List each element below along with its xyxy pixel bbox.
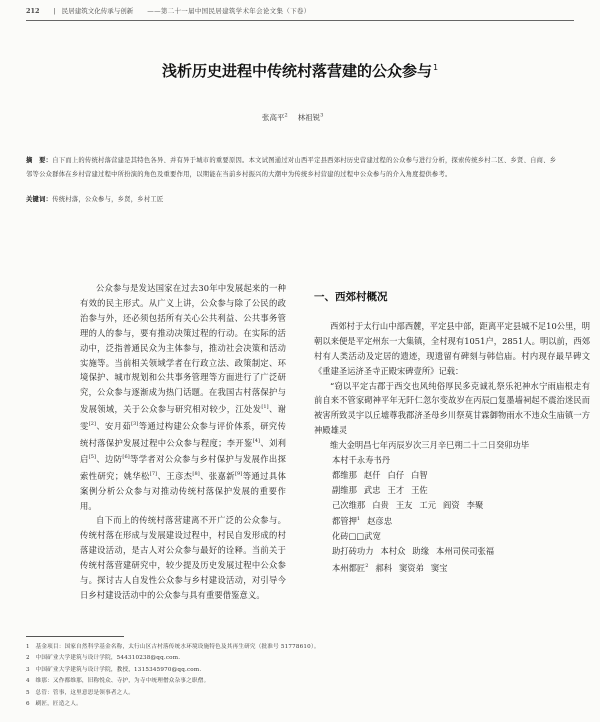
citation-mark: [4] (252, 437, 261, 444)
intro-text: 等通过具体案例分析公众参与对推动传统村落保护发展的重要作用。 (80, 470, 286, 511)
journal-name: 民居建筑文化传承与创新 (61, 7, 134, 15)
roster-footnote-mark: 2 (365, 563, 369, 570)
roster-entry: 本村众 (380, 546, 406, 557)
roster-row (314, 483, 590, 498)
inscription-text: “窃以平定古郡于西交也风纯俗厚民多克诚礼祭乐祀神水宁雨庙根走有前自来不管家砌神平年无阡仁忽尔变故岁在丙辰□复墨墙祠起不震治迷民而被害所致灵宇以丘墟尊我郡济圣母乡川祭莫甘霖御物雨水不违众生庙镇一方神殿雄灵 (314, 380, 590, 436)
citation-mark: [8] (192, 470, 200, 477)
section-heading: 一、西郊村概况 (314, 291, 388, 303)
roster-row (314, 559, 590, 576)
intro-text: 、边防 (96, 454, 123, 465)
intro-text: 公众参与是发达国家在过去30年中发展起来的一种有效的民主形式。从广义上讲，公众参与除了公民的政治参与外，还必须包括所有关心公共利益、公共事务管理的人的参与，要有推动决策过程的行动。在实际的活动中，泛指普通民众为主体参与，推动社会决策和活动实施等。当前相关领域学者在行政立法、政策制定、环境保护、城市规划和公共事务管理等方面进行了广泛研究，公众参与逐渐成为热门话题。在我国古村落保护与发展领域，关于公众参与研究相对较少，江处发 (80, 283, 286, 415)
article-title (0, 60, 600, 81)
roster-entry: 白贵 (372, 499, 389, 510)
header-separator: | (53, 7, 56, 15)
section-column (314, 290, 590, 576)
roster-entry: 王友 (395, 499, 413, 510)
page-number: 212 (26, 7, 40, 15)
roster-footnote-mark: 1 (356, 516, 361, 523)
roster-row (314, 529, 590, 544)
title-footnote-mark: 1 (432, 63, 439, 72)
author-name: 张高平 (262, 113, 285, 122)
roster-row (314, 468, 590, 483)
intro-paragraph (80, 513, 286, 602)
roster-entry: 赵仟 (363, 469, 381, 480)
footnote: 5 总管：管事，这里意思是领事者之人。 (26, 689, 135, 696)
footnote: 2 中国矿业大学建筑与设计学院，544310238@qq.com. (26, 655, 181, 662)
author-footnote-mark: 2 (284, 112, 288, 119)
keywords (26, 194, 558, 206)
abstract (26, 154, 558, 182)
abstract-text: 自下而上的传统村落营建是其特色各异、并有异于城市的重要原因。本文试图通过对山西平定县西郊村历史营建过程的公众参与进行分析，探索传统乡村二区、乡贤、自商、乡邻等公众群体在乡村营建过程中所扮演的角色及重要作用，以期能在当前乡村振兴的大潮中为传统乡村营建的过程中公众参与的介入角度提供参考。 (26, 157, 557, 178)
journal-source: ——第二十一届中国民居建筑学术年会论文集（下卷） (147, 7, 311, 15)
intro-text: 等学者对公众参与乡村保护与发展作出探索性研究；姚华松 (80, 454, 286, 481)
roster-entry: 王佐 (411, 484, 428, 495)
roster-entry: 副维那 (332, 484, 357, 495)
intro-column (80, 281, 286, 603)
keywords-text: 传统村落，公众参与，乡贤，乡村工匠 (52, 196, 164, 203)
roster-entry: 李聚 (466, 499, 484, 510)
roster-entry: 助打砖功力 (332, 546, 374, 557)
footnote: 3 中国矿业大学建筑与设计学院，教授，1315345970@qq.com. (26, 666, 202, 673)
roster-entry: 都维那 (332, 469, 357, 480)
roster-entry: 窦宝 (430, 562, 448, 573)
roster-entry: 化砖□□武宽 (332, 531, 381, 542)
roster-heading: 本村千永寿书丹 (332, 455, 391, 466)
roster-entry: 都管押$^1$ (332, 516, 361, 527)
abstract-label: 摘 要： (26, 157, 53, 164)
intro-text: 等通过构建公众参与评价体系，研究传统村落保护发展过程中公众参与程度；李开鉴 (80, 420, 286, 448)
intro-text: 、王彦杰 (157, 470, 193, 481)
article-title-text: 浅析历史进程中传统村落营建的公众参与 (161, 62, 432, 80)
roster-row (314, 513, 590, 530)
roster-row (314, 544, 590, 559)
roster-entry: 郝科 (375, 562, 392, 573)
roster-entry: 王才 (387, 484, 405, 495)
citation-mark: [6] (122, 454, 130, 461)
intro-paragraph (80, 281, 286, 513)
intro-text: 、张嘉新 (199, 470, 235, 481)
roster-entry: 己次维那 (332, 499, 366, 510)
roster-entry: 工元 (419, 499, 437, 510)
header-rule (26, 20, 574, 21)
inscription (314, 379, 590, 454)
footnote-rule (26, 636, 124, 637)
keywords-label: 关键词： (26, 196, 53, 203)
author-footnote-mark: 3 (320, 112, 324, 119)
roster-entry: 助缘 (412, 546, 430, 557)
roster-entry: 本州司侯司张福 (436, 546, 495, 557)
roster-entry: 白智 (411, 469, 428, 480)
footnote: 6 刷匠，匠造之人。 (26, 701, 82, 708)
roster-entry: 本州都匠$^2$ (332, 562, 369, 573)
citation-mark: [3] (131, 420, 139, 427)
running-header (26, 4, 574, 18)
roster-entry: 窦资弟 (399, 562, 424, 573)
roster-entry: 白仔 (387, 469, 405, 480)
roster-entry: 武忠 (363, 484, 381, 495)
roster-entry: 赵彦忠 (367, 516, 392, 527)
footnotes (26, 642, 574, 710)
footnote: 1 基金项目：国家自然科学基金名称，太行山区古村落传统水环境设施特色及其再生研究（批准号 51778610）。 (26, 644, 320, 650)
citation-mark: [7] (149, 470, 158, 477)
roster-entry: 阎资 (443, 499, 460, 510)
citation-mark: [9] (235, 470, 243, 477)
citation-mark: [2] (88, 420, 97, 427)
intro-text: 自下而上的传统村落营建离不开广泛的公众参与。传统村落在形成与发展建设过程中，村民自发形成的村落建设活动，是古人对公众参与最好的诠释。当前关于传统村落营建研究中，较少提及历史发展过程中公众参与。探讨古人自发性公众参与乡村建设活动，对引导今日乡村建设活动中的公众参与具有重要借鉴意义。 (80, 515, 286, 600)
citation-mark: [1] (261, 404, 269, 411)
roster-row (314, 498, 590, 513)
intro-text: 、谢雯 (80, 404, 287, 431)
section-paragraph: 西郊村于太行山中部西麓，平定县中部，距离平定县城不足10公里，明朝以来便是平定州东一大集镇，全村现有1051户，2851人。明以前，西郊村有人类活动及定居的遗迹，现遗留有碑刻与韩信庙。村内现存最早碑文《重建圣运济圣寺正殿宋碑壹所》记载： (314, 320, 590, 376)
inscription-date: 维大金明昌七年丙辰岁次三月辛巳朔二十二日癸卯功毕 (330, 440, 530, 451)
donor-roster (314, 453, 590, 576)
author-line (262, 112, 323, 123)
author-name: 林祖锐 (297, 113, 321, 122)
citation-mark: [5] (88, 454, 97, 461)
intro-text: 、安月茹 (96, 420, 132, 431)
footnote: 4 维那：又作都维那，旧称悦众、寺护，为寺中统理僧众杂事之职僧。 (26, 678, 210, 685)
intro-text: 、刘利启 (80, 437, 286, 465)
